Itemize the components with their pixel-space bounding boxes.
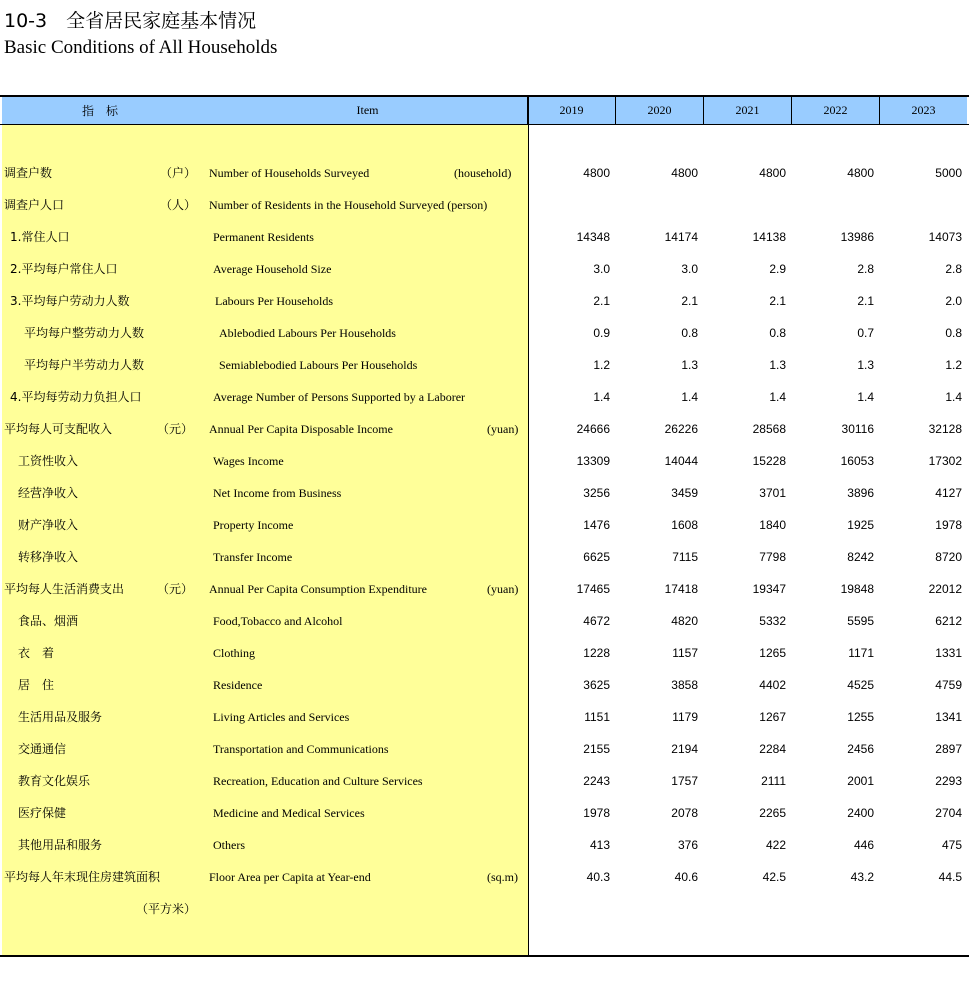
row-value-2019: 1.2 [593,358,610,372]
row-value-2020: 4820 [671,614,698,628]
row-value-2020: 1179 [672,710,698,724]
row-value-2020: 1157 [672,646,698,660]
row-label-zh: 其他用品和服务 [18,838,103,852]
row-label-en: Food,Tobacco and Alcohol [213,614,343,628]
table-row [0,253,969,285]
row-value-2021: 5332 [759,614,786,628]
page-title-english: Basic Conditions of All Households [4,37,278,58]
row-unit-en: (yuan) [487,422,519,436]
row-value-2023: 1978 [935,518,962,532]
row-value-2019: 4672 [583,614,610,628]
row-value-2021: 28568 [752,422,786,436]
table-row [0,477,969,509]
row-value-2020: 14174 [664,230,698,244]
row-value-2023: 2293 [935,774,962,788]
row-value-2021 [726,893,786,925]
row-value-2021: 1267 [759,710,786,724]
row-value-2023: 5000 [935,166,962,180]
row-value-2022: 1255 [847,710,874,724]
table-row [0,733,969,765]
row-value-2019 [550,893,610,925]
row-value-2020: 1.3 [681,358,698,372]
row-value-2022: 30116 [841,422,874,436]
row-value-2019: 4800 [583,166,610,180]
table-row [0,509,969,541]
row-label-zh: 教育文化娱乐 [18,774,91,788]
row-value-2021: 19347 [752,582,786,596]
table-row [0,381,969,413]
table-row [0,637,969,669]
table-row [0,541,969,573]
row-value-2022: 16053 [840,454,874,468]
row-value-2021: 15228 [752,454,786,468]
row-label-en: Transfer Income [213,550,293,564]
header-indicator-label: 指 标 [82,104,119,118]
row-value-2021: 1840 [759,518,786,532]
header-year-label: 2023 [911,103,936,117]
row-unit-en: (household) [454,166,512,180]
row-value-2020: 0.8 [681,326,698,340]
row-value-2022: 43.2 [850,870,874,884]
header-year-label: 2021 [735,103,760,117]
row-label-en: Clothing [213,646,256,660]
row-label-zh: 财产净收入 [18,518,79,532]
row-label-en: Permanent Residents [213,230,314,244]
header-item [208,97,528,124]
row-value-2021: 42.5 [762,870,786,884]
row-value-2019: 40.3 [586,870,610,884]
row-value-2019: 3256 [583,486,610,500]
row-value-2023: 14073 [928,230,962,244]
row-value-2022: 446 [853,838,874,852]
row-value-2023: 4759 [935,678,962,692]
table-row [0,349,969,381]
table-row [0,701,969,733]
row-value-2021: 2.1 [769,294,786,308]
row-label-en: Semiablebodied Labours Per Households [219,358,418,372]
row-value-2019: 0.9 [593,326,610,340]
row-unit-zh: （平方米） [136,902,197,916]
row-label-en: Medicine and Medical Services [213,806,365,820]
row-value-2022 [814,189,874,221]
row-value-2020: 1.4 [681,390,698,404]
table-row [0,317,969,349]
row-value-2019: 2.1 [593,294,610,308]
row-value-2022: 13986 [840,230,874,244]
row-value-2022: 1171 [848,646,874,660]
row-label-en: Wages Income [213,454,284,468]
row-value-2019: 1.4 [593,390,610,404]
row-value-2023: 22012 [928,582,962,596]
row-value-2021: 1.4 [769,390,786,404]
row-value-2021: 14138 [752,230,786,244]
table-row [0,829,969,861]
page-title-chinese: 10-3 全省居民家庭基本情况 [4,10,257,32]
row-value-2019: 17465 [576,582,610,596]
row-value-2020: 2194 [671,742,698,756]
header-year-2021 [704,97,792,124]
row-value-2022: 1.3 [857,358,874,372]
row-label-zh: 3.平均每户劳动力人数 [10,294,130,308]
row-value-2023: 2.8 [945,262,962,276]
row-value-2023: 1.2 [945,358,962,372]
row-label-en: Recreation, Education and Culture Services [213,774,423,788]
row-value-2023: 1.4 [945,390,962,404]
row-value-2020: 3.0 [681,262,698,276]
row-value-2019: 2155 [583,742,610,756]
row-value-2019: 24666 [576,422,610,436]
row-value-2020 [638,189,698,221]
row-value-2022: 2.8 [857,262,874,276]
row-value-2020: 3858 [671,678,698,692]
row-value-2023: 4127 [935,486,962,500]
row-value-2022: 0.7 [857,326,874,340]
row-label-zh: 调查户人口 [4,198,65,212]
table-row [0,445,969,477]
row-value-2023 [902,893,962,925]
row-value-2020: 376 [677,838,698,852]
table-row [0,221,969,253]
row-value-2019: 1978 [583,806,610,820]
row-value-2021: 4800 [759,166,786,180]
row-label-zh: 衣 着 [18,646,55,660]
row-value-2022: 1.4 [857,390,874,404]
row-value-2021: 4402 [759,678,786,692]
row-label-en: Annual Per Capita Disposable Income [209,422,393,436]
row-unit-zh: （人） [160,198,197,212]
table-row [0,861,969,893]
row-value-2020: 14044 [664,454,698,468]
row-unit-zh: （元） [157,422,194,436]
row-value-2023: 2897 [935,742,962,756]
row-label-en: Net Income from Business [213,486,342,500]
row-value-2022: 2.1 [857,294,874,308]
row-label-zh: 平均每人可支配收入 [4,422,113,436]
row-unit-en: (yuan) [487,582,519,596]
household-table [0,95,969,957]
row-value-2023: 17302 [928,454,962,468]
row-label-zh: 医疗保健 [18,806,67,820]
row-value-2022: 2456 [847,742,874,756]
row-value-2022: 2400 [847,806,874,820]
header-year-2022 [792,97,880,124]
row-value-2023: 2.0 [945,294,962,308]
row-value-2020: 7115 [672,550,698,564]
table-header [2,97,967,124]
row-value-2020: 2078 [671,806,698,820]
row-value-2021: 422 [765,838,786,852]
row-value-2019: 3625 [583,678,610,692]
row-value-2019: 14348 [576,230,610,244]
row-value-2022: 8242 [847,550,874,564]
row-value-2021: 2.9 [769,262,786,276]
row-value-2020 [638,893,698,925]
row-value-2021: 7798 [759,550,786,564]
row-value-2019: 1476 [583,518,610,532]
row-value-2019: 413 [589,838,610,852]
row-value-2020: 2.1 [681,294,698,308]
row-value-2021: 2284 [759,742,786,756]
row-value-2020: 26226 [664,422,698,436]
header-year-label: 2019 [559,103,584,117]
row-label-zh: 交通通信 [18,742,67,756]
row-value-2020: 1757 [671,774,698,788]
row-unit-en: (sq.m) [487,870,518,884]
row-label-zh: 居 住 [18,678,55,692]
row-value-2022 [814,893,874,925]
row-value-2019: 2243 [583,774,610,788]
table-row [0,189,969,221]
row-label-zh: 2.平均每户常住人口 [10,262,118,276]
row-label-zh: 平均每户整劳动力人数 [24,326,145,340]
header-item-label: Item [356,103,379,117]
row-value-2020: 3459 [671,486,698,500]
row-label-en: Residence [213,678,263,692]
row-label-en: Living Articles and Services [213,710,350,724]
row-label-en: Transportation and Communications [213,742,389,756]
row-value-2021 [726,189,786,221]
row-label-en: Number of Households Surveyed [209,166,370,180]
row-value-2023: 475 [941,838,962,852]
header-year-2020 [616,97,704,124]
row-value-2022: 3896 [847,486,874,500]
row-label-en: Average Household Size [213,262,332,276]
header-year-label: 2022 [823,103,848,117]
row-value-2019: 6625 [583,550,610,564]
row-value-2022: 4800 [847,166,874,180]
row-label-zh: 平均每人生活消费支出 [4,582,125,596]
table-row [0,285,969,317]
table-row [0,157,969,189]
row-label-en: Annual Per Capita Consumption Expenditure [209,582,427,596]
row-value-2023: 8720 [935,550,962,564]
header-indicator [2,97,208,124]
row-value-2022: 2001 [847,774,874,788]
table-row [0,573,969,605]
row-value-2023: 6212 [935,614,962,628]
row-value-2020: 4800 [671,166,698,180]
table-row [0,413,969,445]
row-value-2019 [550,189,610,221]
row-value-2021: 1.3 [769,358,786,372]
row-label-zh: 工资性收入 [18,454,79,468]
row-label-zh: 平均每人年末现住房建筑面积 [4,870,161,884]
row-label-zh: 食品、烟酒 [18,614,79,628]
row-value-2023: 32128 [928,422,962,436]
header-year-2019 [528,97,616,124]
row-label-zh: 调查户数 [4,166,53,180]
row-value-2022: 5595 [847,614,874,628]
row-label-en: Average Number of Persons Supported by a Laborer [213,390,466,404]
row-unit-zh: （元） [157,582,194,596]
row-value-2023: 2704 [935,806,962,820]
row-label-en: Number of Residents in the Household Surveyed (person) [209,198,488,212]
table-row [0,797,969,829]
row-label-en: Others [213,838,245,852]
row-label-zh: 生活用品及服务 [18,710,103,724]
row-value-2021: 0.8 [769,326,786,340]
row-value-2021: 3701 [759,486,786,500]
row-unit-zh: （户） [160,166,197,180]
table-row [0,765,969,797]
row-value-2023: 0.8 [945,326,962,340]
row-label-en: Floor Area per Capita at Year-end [209,870,371,884]
row-value-2021: 2265 [759,806,786,820]
row-value-2023: 1341 [935,710,962,724]
row-value-2019: 3.0 [593,262,610,276]
row-value-2020: 17418 [664,582,698,596]
row-value-2019: 1228 [583,646,610,660]
header-year-label: 2020 [647,103,672,117]
row-label-en: Ablebodied Labours Per Households [219,326,396,340]
row-value-2022: 1925 [847,518,874,532]
row-value-2021: 2111 [761,774,786,788]
table-bottom-rule [0,955,969,957]
row-label-zh: 平均每户半劳动力人数 [24,358,145,372]
header-bottom-rule [0,124,969,125]
row-label-en: Property Income [213,518,294,532]
row-value-2023: 1331 [935,646,962,660]
row-value-2022: 4525 [847,678,874,692]
table-row [0,605,969,637]
table-row [0,669,969,701]
row-value-2021: 1265 [759,646,786,660]
row-value-2020: 1608 [671,518,698,532]
row-label-zh: 4.平均每劳动力负担人口 [10,390,142,404]
row-value-2019: 13309 [576,454,610,468]
row-value-2022: 19848 [840,582,874,596]
row-value-2023 [902,189,962,221]
row-label-zh: 转移净收入 [18,550,79,564]
row-value-2020: 40.6 [674,870,698,884]
row-value-2023: 44.5 [938,870,962,884]
row-label-en: Labours Per Households [215,294,333,308]
row-label-zh: 经营净收入 [18,486,79,500]
header-year-2023 [880,97,967,124]
row-value-2019: 1151 [584,710,610,724]
row-label-zh: 1.常住人口 [10,230,70,244]
table-row [0,893,969,925]
